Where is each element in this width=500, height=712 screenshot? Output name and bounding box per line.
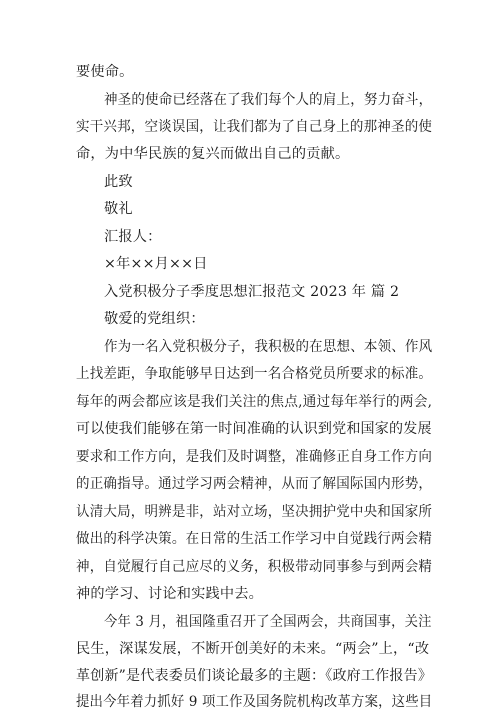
text-line-2: 神圣的使命已经落在了我们每个人的肩上，努力奋斗，: [104, 92, 433, 108]
text-line-15: 要求和工作方向，是我们及时调整，准确修正自身工作方向: [76, 449, 433, 465]
text-line-12: 上找差距，争取能够早日达到一名合格党员所要求的标准。: [76, 366, 433, 382]
greeting-line: 敬爱的党组织：: [104, 311, 205, 327]
salutation-jingli: 敬礼: [104, 201, 133, 217]
text-line-22: 民生，深谋发展，不断开创美好的未来。“两会”上，“改: [76, 641, 430, 657]
section-title: 入党积极分子季度思想汇报范文 2023 年 篇 2: [104, 284, 400, 300]
text-line-14: 可以使我们能够在第一时间准确的认识到党和国家的发展: [76, 421, 432, 437]
text-line-17: 认清大局，明辨是非，站对立场，坚决拥护党中央和国家所: [76, 504, 433, 520]
text-line-18: 做出的科学决策。在日常的生活工作学习中自觉践行两会精: [76, 531, 433, 547]
salutation-cizhi: 此致: [104, 174, 133, 190]
text-line-11: 作为一名入党积极分子，我积极的在思想、本领、作风: [104, 339, 433, 355]
text-line-13: 每年的两会都应该是我们关注的焦点,通过每年举行的两会,: [76, 394, 433, 410]
text-line-4: 命，为中华民族的复兴而做出自己的贡献。: [76, 146, 350, 162]
text-line-1: 要使命。: [76, 64, 134, 80]
text-line-24: 提出今年着力抓好 9 项工作及国务院机构改革方案，这些目: [76, 694, 433, 710]
text-line-19: 神，自觉履行自己应尽的义务，积极带动同事参与到两会精: [76, 559, 433, 575]
text-line-16: 的正确指导。通过学习两会精神，从而了解国际国内形势，: [76, 476, 433, 492]
text-line-3: 实干兴邦，空谈误国，让我们都为了自己身上的那神圣的使: [76, 119, 433, 135]
text-line-20: 神的学习、讨论和实践中去。: [76, 586, 264, 602]
reporter-label: 汇报人：: [104, 229, 162, 245]
text-line-21: 今年 3 月，祖国隆重召开了全国两会，共商国事，关注: [104, 614, 432, 630]
text-line-23: 革创新”是代表委员们谈论最多的主题：《政府工作报告》: [76, 668, 433, 684]
date-line: ×年××月××日: [104, 256, 208, 272]
